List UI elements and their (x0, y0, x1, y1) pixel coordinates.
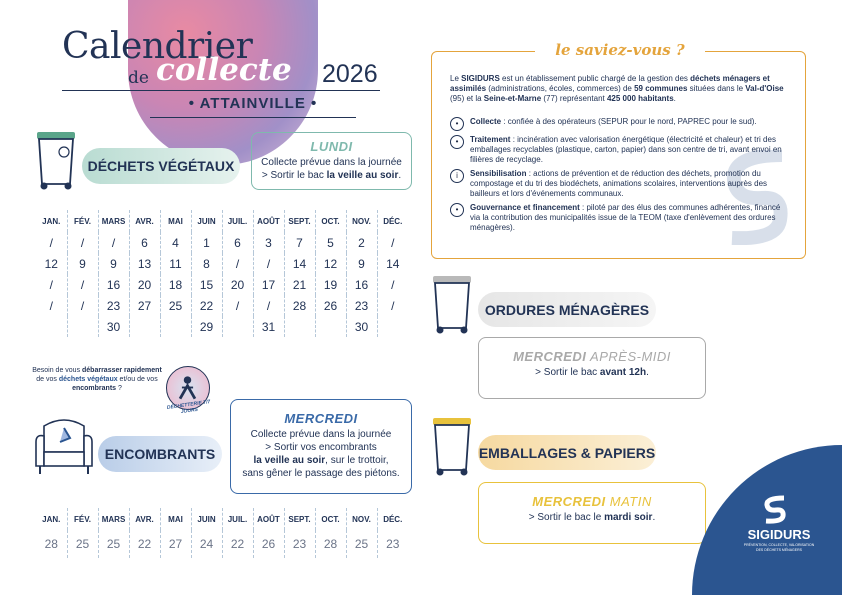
calendar-date: 27 (160, 530, 191, 558)
month-header: JAN. (36, 210, 67, 232)
calendar-date: 31 (253, 316, 284, 337)
grey-bin-icon (430, 272, 474, 334)
encombrants-line3: la veille au soir, sur le trottoir, (253, 455, 389, 466)
calendar-date: 25 (346, 530, 377, 558)
vegetaux-title-pill: DÉCHETS VÉGÉTAUX (82, 148, 240, 184)
people-icon: • (450, 203, 464, 217)
calendar-date: 12 (315, 253, 346, 274)
encombrants-info-card (230, 399, 412, 494)
title-year: 2026 (322, 60, 378, 88)
calendar-date: / (36, 295, 67, 316)
dechetterie-text: Besoin de vous débarrasser rapidement de vos déchets végétaux et/ou de vos encombrants ? (32, 367, 162, 392)
calendar-date: 26 (253, 530, 284, 558)
encombrants-day: MERCREDI (284, 411, 358, 426)
bulb-icon: • (450, 135, 464, 149)
calendar-date: 19 (315, 274, 346, 295)
vegetaux-calendar-table (36, 210, 408, 337)
calendar-date: 25 (67, 530, 98, 558)
calendar-date (36, 316, 67, 337)
dechetterie-badge-label: DÉCHETTERIE 7/7 JOURS (166, 399, 211, 416)
calendar-date: / (222, 253, 253, 274)
calendar-date: 22 (191, 295, 222, 316)
vegetaux-info-card (251, 132, 412, 190)
month-header: JUIN (191, 508, 222, 530)
title-underline (62, 90, 380, 91)
calendar-date: 4 (160, 232, 191, 253)
month-header: SEPT. (284, 508, 315, 530)
calendar-date: 29 (191, 316, 222, 337)
calendar-date: / (253, 253, 284, 274)
calendar-date: 13 (129, 253, 160, 274)
month-header: JAN. (36, 508, 67, 530)
logo-name: SIGIDURS (747, 527, 811, 542)
calendar-date: 2 (346, 232, 377, 253)
calendar-date: 22 (222, 530, 253, 558)
calendar-date: / (36, 232, 67, 253)
calendar-date: / (391, 298, 395, 313)
calendar-date: 25 (160, 295, 191, 316)
month-header: AOÛT (253, 508, 284, 530)
calendar-date: 14 (386, 256, 400, 271)
calendar-date: 27 (129, 295, 160, 316)
calendar-date: 5 (315, 232, 346, 253)
calendar-date: / (222, 295, 253, 316)
calendar-date: 28 (36, 530, 67, 558)
info-icon: i (450, 169, 464, 183)
calendar-date: / (253, 295, 284, 316)
title-collecte: collecte (156, 52, 292, 88)
encombrants-line4: sans gêner le passage des piétons. (242, 468, 400, 479)
calendar-date: / (67, 295, 98, 316)
info-title: le saviez-vous ? (535, 41, 705, 59)
vegetaux-line1: Collecte prévue dans la journée (261, 157, 402, 168)
info-item: • Traitement : incinération avec valorisation énergétique (électricité et chaleur) et tri des emballages recyclables (plastique, carton, papier) dans son centre de tri, avant envoi en filières de recyclage. (450, 135, 790, 165)
encombrants-calendar-table (36, 508, 408, 558)
emballages-day: MERCREDI MATIN (532, 494, 652, 509)
ordures-title-pill: ORDURES MÉNAGÈRES (478, 292, 656, 327)
calendar-date: 9 (98, 253, 129, 274)
trash-icon: • (450, 117, 464, 131)
vegetaux-line2: > Sortir le bac la veille au soir. (261, 170, 402, 181)
calendar-date: 18 (160, 274, 191, 295)
ordures-line: > Sortir le bac avant 12h. (535, 367, 649, 378)
month-header: SEPT. (284, 210, 315, 232)
calendar-date: 17 (253, 274, 284, 295)
ordures-day: MERCREDI APRÈS-MIDI (513, 349, 671, 364)
calendar-date: 24 (191, 530, 222, 558)
month-header: OCT. (315, 210, 346, 232)
month-header: FÉV. (67, 508, 98, 530)
month-header: AVR. (129, 508, 160, 530)
calendar-date: / (67, 232, 98, 253)
calendar-date: 9 (67, 253, 98, 274)
calendar-date: 1 (191, 232, 222, 253)
calendar-date (315, 316, 346, 337)
calendar-date: / (391, 277, 395, 292)
calendar-date (67, 316, 98, 337)
calendar-date: 23 (346, 295, 377, 316)
calendar-date: / (67, 274, 98, 295)
calendar-date: 30 (346, 316, 377, 337)
title-calendrier: Calendrier (62, 26, 253, 67)
month-header: AOÛT (253, 210, 284, 232)
town-underline (150, 117, 356, 118)
calendar-date: 25 (98, 530, 129, 558)
encombrants-title-pill: ENCOMBRANTS (98, 436, 222, 472)
calendar-date: 20 (222, 274, 253, 295)
calendar-date: / (391, 235, 395, 250)
calendar-date: 14 (284, 253, 315, 274)
calendar-date: 16 (98, 274, 129, 295)
month-header: MARS (98, 508, 129, 530)
info-item: • Collecte : confiée à des opérateurs (SEPUR pour le nord, PAPREC pour le sud). (450, 117, 790, 131)
info-item: i Sensibilisation : actions de prévention et de réduction des déchets, promotion du compostage et du tri des biodéchets, animations scolaires, interventions auprès des bailleurs et lors d'événements communaux. (450, 169, 790, 199)
calendar-date: 8 (191, 253, 222, 274)
month-header: JUIL. (222, 210, 253, 232)
green-bin-icon (34, 128, 78, 190)
encombrants-line1: Collecte prévue dans la journée (250, 429, 392, 440)
calendar-date: 30 (98, 316, 129, 337)
info-items-list (450, 117, 790, 237)
calendar-date: 7 (284, 232, 315, 253)
calendar-date: 22 (129, 530, 160, 558)
ordures-info-card (478, 337, 706, 399)
calendar-date (160, 316, 191, 337)
month-header: NOV. (346, 508, 377, 530)
calendar-date: 23 (98, 295, 129, 316)
calendar-date: 16 (346, 274, 377, 295)
encombrants-line2: > Sortir vos encombrants (265, 442, 377, 453)
calendar-date: 3 (253, 232, 284, 253)
calendar-date: 9 (346, 253, 377, 274)
sigidurs-logo-icon (762, 494, 788, 524)
calendar-date: 6 (129, 232, 160, 253)
month-header: JUIN (191, 210, 222, 232)
month-header: NOV. (346, 210, 377, 232)
info-intro: Le SIGIDURS est un établissement public chargé de la gestion des déchets ménagers et assimilés (administrations, écoles, commerces) de 59 communes situées dans le Val-d'Oise (95) et la Seine-et-Marne (77) représentant 425 000 habitants. (450, 74, 784, 103)
calendar-date: 23 (284, 530, 315, 558)
month-header: DÉC. (383, 514, 403, 524)
month-header: JUIL. (222, 508, 253, 530)
calendar-date (377, 316, 408, 337)
month-header: MAI (160, 508, 191, 530)
calendar-date: 23 (386, 537, 400, 551)
month-header: AVR. (129, 210, 160, 232)
calendar-date: 15 (191, 274, 222, 295)
calendar-date: / (98, 232, 129, 253)
calendar-date: 11 (160, 253, 191, 274)
calendar-date: / (36, 274, 67, 295)
month-header: MAI (160, 210, 191, 232)
town-name: • ATTAINVILLE • (188, 95, 318, 112)
vegetaux-day: LUNDI (310, 139, 353, 154)
month-header: FÉV. (67, 210, 98, 232)
emballages-title-pill: EMBALLAGES & PAPIERS (478, 435, 656, 470)
calendar-date: 21 (284, 274, 315, 295)
emballages-line: > Sortir le bac le mardi soir. (528, 512, 656, 523)
calendar-date (222, 316, 253, 337)
yellow-bin-icon (430, 414, 474, 476)
title-de: de (128, 68, 149, 88)
logo-tagline: PRÉVENTION, COLLECTE, VALORISATION DES DÉCHETS MÉNAGERS (743, 543, 815, 552)
calendar-date: 28 (284, 295, 315, 316)
calendar-date (284, 316, 315, 337)
calendar-date: 20 (129, 274, 160, 295)
info-item: • Gouvernance et financement : piloté par des élus des communes adhérentes, financé via la contribution des municipalités issue de la TEOM (taxe d'enlèvement des ordures ménagères). (450, 203, 790, 233)
calendar-date: 26 (315, 295, 346, 316)
emballages-info-card (478, 482, 706, 544)
armchair-icon (30, 412, 98, 480)
month-header: MARS (98, 210, 129, 232)
month-header: OCT. (315, 508, 346, 530)
calendar-date: 12 (36, 253, 67, 274)
calendar-date (129, 316, 160, 337)
month-header: DÉC. (383, 216, 403, 226)
calendar-date: 6 (222, 232, 253, 253)
calendar-date: 28 (315, 530, 346, 558)
